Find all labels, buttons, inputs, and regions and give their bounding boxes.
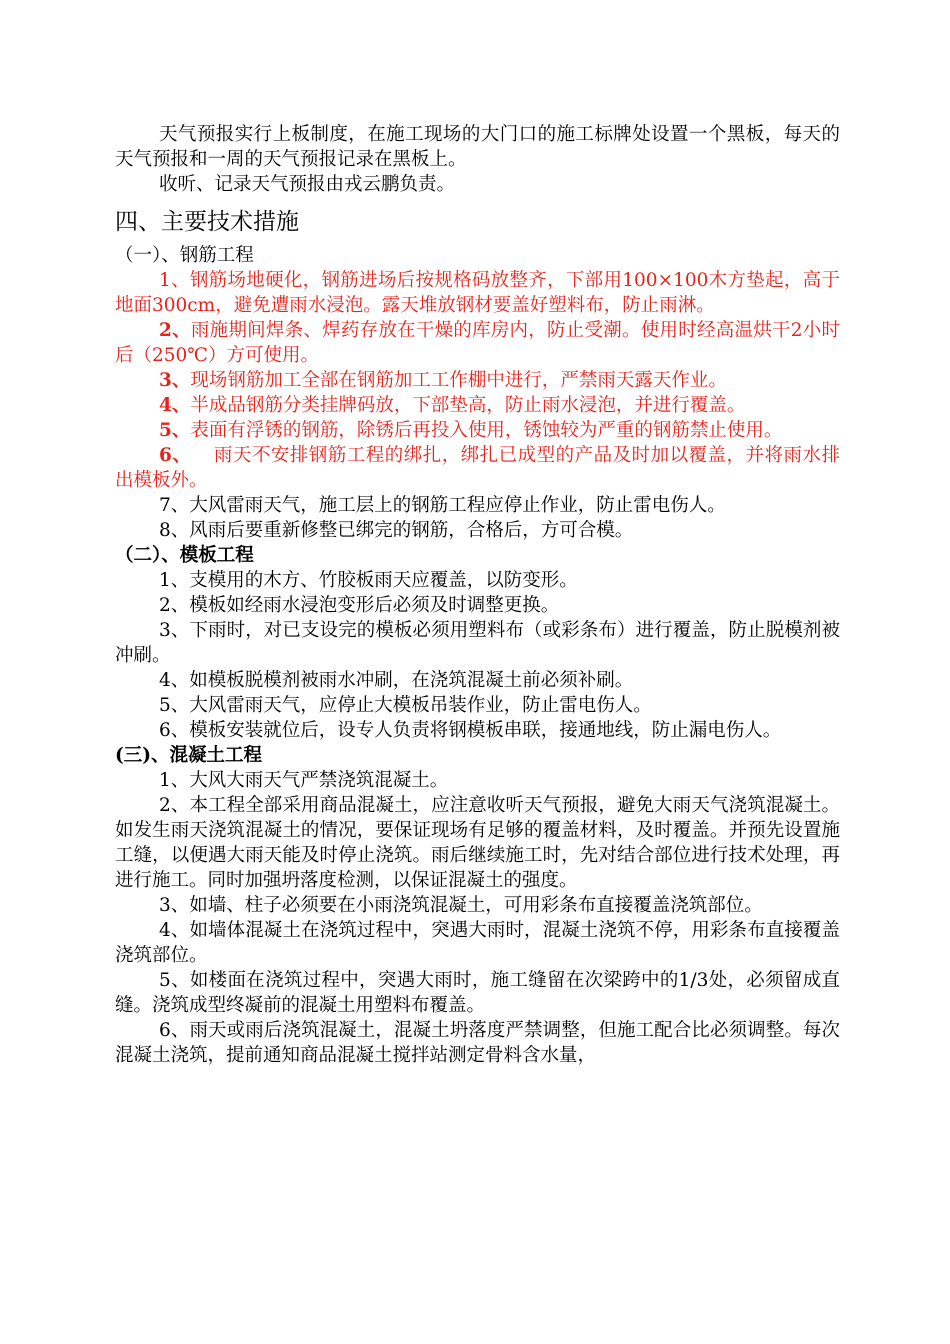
rebar-item-text: 雨施期间焊条、焊药存放在干燥的库房内，防止受潮。使用时经高温烘干2小时后（250℃）方可使用。 — [115, 320, 841, 366]
formwork-item-4: 4、如模板脱模剂被雨水冲刷，在浇筑混凝土前必须补刷。 — [159, 670, 634, 691]
rebar-item-3 — [115, 368, 840, 393]
rebar-item-number: 2、 — [159, 320, 191, 341]
concrete-heading: (三)、混凝土工程 — [115, 745, 263, 766]
rebar-item-5 — [115, 418, 840, 443]
rebar-item-number: 3、 — [159, 370, 191, 391]
formwork-item-5: 5、大风雷雨天气，应停止大模板吊装作业，防止雷电伤人。 — [159, 695, 652, 716]
document-body — [115, 122, 840, 1068]
formwork-heading: （二）、模板工程 — [115, 545, 254, 566]
rebar-item-8: 8、风雨后要重新修整已绑完的钢筋，合格后，方可合模。 — [159, 520, 634, 541]
concrete-item-4: 4、如墙体混凝土在浇筑过程中，突遇大雨时，混凝土浇筑不停，用彩条布直接覆盖浇筑部位。 — [115, 920, 840, 966]
rebar-item-number: 5、 — [159, 420, 191, 441]
rebar-item-number: 4、 — [159, 395, 191, 416]
rebar-item-number: 1、 — [159, 270, 190, 291]
rebar-item-text: 表面有浮锈的钢筋，除锈后再投入使用，锈蚀较为严重的钢筋禁止使用。 — [190, 420, 783, 441]
concrete-item-1: 1、大风大雨天气严禁浇筑混凝土。 — [159, 770, 449, 791]
concrete-item-6: 6、雨天或雨后浇筑混凝土，混凝土坍落度严禁调整，但施工配合比必须调整。每次混凝土浇筑，提前通知商品混凝土搅拌站测定骨料含水量， — [115, 1020, 840, 1066]
rebar-item-7: 7、大风雷雨天气，施工层上的钢筋工程应停止作业，防止雷电伤人。 — [159, 495, 726, 516]
rebar-item-text: 钢筋场地硬化，钢筋进场后按规格码放整齐，下部用100×100木方垫起，高于地面300cm，避免遭雨水浸泡。露天堆放钢材要盖好塑料布，防止雨淋。 — [115, 270, 840, 316]
rebar-item-1 — [115, 268, 840, 318]
rebar-item-text: 半成品钢筋分类挂牌码放，下部垫高，防止雨水浸泡，并进行覆盖。 — [190, 395, 746, 416]
concrete-item-3: 3、如墙、柱子必须要在小雨浇筑混凝土，可用彩条布直接覆盖浇筑部位。 — [159, 895, 763, 916]
intro-paragraph-2: 收听、记录天气预报由戎云鹏负责。 — [159, 174, 456, 195]
rebar-item-number: 6、 — [159, 445, 192, 466]
formwork-item-1: 1、支模用的木方、竹胶板雨天应覆盖，以防变形。 — [159, 570, 578, 591]
formwork-item-3: 3、下雨时，对已支设完的模板必须用塑料布（或彩条布）进行覆盖，防止脱模剂被冲刷。 — [115, 620, 840, 666]
rebar-item-text: 现场钢筋加工全部在钢筋加工工作棚中进行，严禁雨天露天作业。 — [190, 370, 727, 391]
formwork-item-6: 6、模板安装就位后，设专人负责将钢模板串联，接通地线，防止漏电伤人。 — [159, 720, 782, 741]
rebar-item-6 — [115, 443, 840, 493]
concrete-item-5: 5、如楼面在浇筑过程中，突遇大雨时，施工缝留在次梁跨中的1/3处，必须留成直缝。浇筑成型终凝前的混凝土用塑料布覆盖。 — [115, 970, 840, 1016]
intro-paragraph-1: 天气预报实行上板制度，在施工现场的大门口的施工标牌处设置一个黑板，每天的天气预报和一周的天气预报记录在黑板上。 — [115, 124, 840, 170]
rebar-item-4 — [115, 393, 840, 418]
concrete-item-2: 2、本工程全部采用商品混凝土，应注意收听天气预报，避免大雨天气浇筑混凝土。如发生雨天浇筑混凝土的情况，要保证现场有足够的覆盖材料，及时覆盖。并预先设置施工缝，以便遇大雨天能及时停止浇筑。雨后继续施工时，先对结合部位进行技术处理，再进行施工。同时加强坍落度检测，以保证混凝土的强度。 — [115, 795, 840, 891]
formwork-item-2: 2、模板如经雨水浸泡变形后必须及时调整更换。 — [159, 595, 560, 616]
rebar-item-2 — [115, 318, 840, 368]
rebar-item-text: 雨天不安排钢筋工程的绑扎，绑扎已成型的产品及时加以覆盖，并将雨水排出模板外。 — [115, 445, 840, 491]
section-title: 四、主要技术措施 — [115, 209, 299, 235]
rebar-heading: （一）、钢筋工程 — [115, 245, 254, 266]
